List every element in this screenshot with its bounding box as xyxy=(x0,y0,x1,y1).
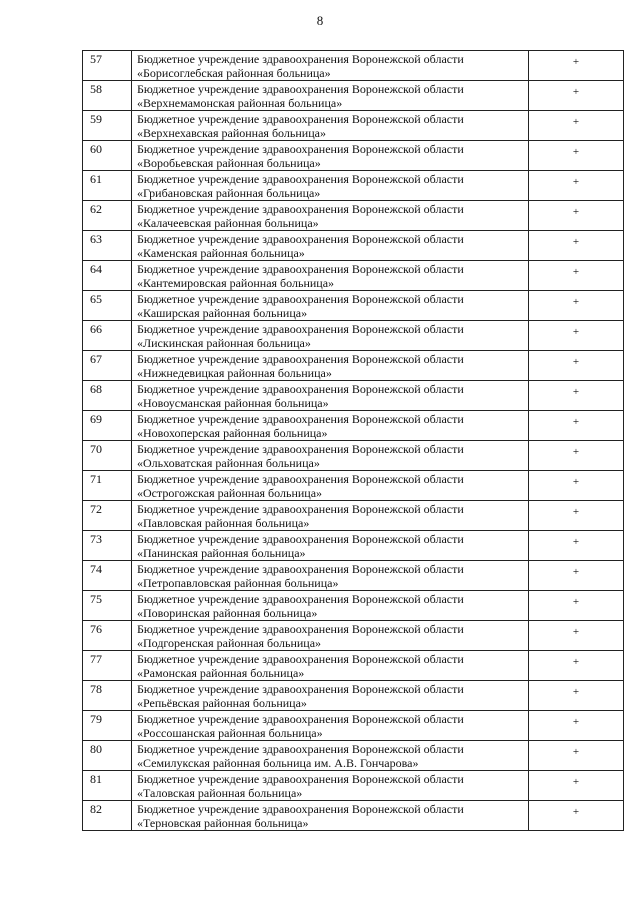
row-number: 60 xyxy=(83,141,132,171)
institution-name xyxy=(132,81,529,111)
mark-cell: + xyxy=(529,51,624,81)
institution-type: Бюджетное учреждение здравоохранения Воронежской области xyxy=(137,52,464,66)
table-row xyxy=(83,81,624,111)
hospital-name: «Таловская районная больница» xyxy=(137,786,303,800)
table-row xyxy=(83,681,624,711)
mark-cell: + xyxy=(529,351,624,381)
institution-type: Бюджетное учреждение здравоохранения Воронежской области xyxy=(137,592,464,606)
table-row xyxy=(83,651,624,681)
table-row xyxy=(83,141,624,171)
institution-name xyxy=(132,531,529,561)
institution-type: Бюджетное учреждение здравоохранения Воронежской области xyxy=(137,442,464,456)
mark-cell: + xyxy=(529,531,624,561)
hospital-name: «Верхнемамонская районная больница» xyxy=(137,96,343,110)
institution-name xyxy=(132,51,529,81)
row-number: 65 xyxy=(83,291,132,321)
hospital-name: «Терновская районная больница» xyxy=(137,816,309,830)
hospital-name: «Семилукская районная больница им. А.В. Гончарова» xyxy=(137,756,419,770)
mark-cell: + xyxy=(529,201,624,231)
table-row xyxy=(83,351,624,381)
hospital-name: «Грибановская районная больница» xyxy=(137,186,321,200)
table-row xyxy=(83,591,624,621)
hospital-name: «Каменская районная больница» xyxy=(137,246,305,260)
institution-name xyxy=(132,651,529,681)
mark-cell: + xyxy=(529,801,624,831)
table-row xyxy=(83,441,624,471)
table-row xyxy=(83,231,624,261)
institution-name xyxy=(132,711,529,741)
hospital-name: «Павловская районная больница» xyxy=(137,516,310,530)
hospital-name: «Новохоперская районная больница» xyxy=(137,426,328,440)
row-number: 80 xyxy=(83,741,132,771)
institution-name xyxy=(132,681,529,711)
row-number: 70 xyxy=(83,441,132,471)
institution-type: Бюджетное учреждение здравоохранения Воронежской области xyxy=(137,772,464,786)
row-number: 77 xyxy=(83,651,132,681)
institution-type: Бюджетное учреждение здравоохранения Воронежской области xyxy=(137,262,464,276)
mark-cell: + xyxy=(529,621,624,651)
row-number: 63 xyxy=(83,231,132,261)
table-row xyxy=(83,261,624,291)
hospital-name: «Нижнедевицкая районная больница» xyxy=(137,366,332,380)
institution-type: Бюджетное учреждение здравоохранения Воронежской области xyxy=(137,412,464,426)
hospital-name: «Ольховатская районная больница» xyxy=(137,456,320,470)
mark-cell: + xyxy=(529,591,624,621)
hospital-name: «Поворинская районная больница» xyxy=(137,606,318,620)
hospital-name: «Каширская районная больница» xyxy=(137,306,308,320)
institution-type: Бюджетное учреждение здравоохранения Воронежской области xyxy=(137,712,464,726)
hospital-name: «Новоусманская районная больница» xyxy=(137,396,329,410)
institution-type: Бюджетное учреждение здравоохранения Воронежской области xyxy=(137,292,464,306)
table-body xyxy=(83,51,624,831)
institution-name xyxy=(132,801,529,831)
table-row xyxy=(83,171,624,201)
table-row xyxy=(83,111,624,141)
table-row xyxy=(83,201,624,231)
hospital-name: «Воробьевская районная больница» xyxy=(137,156,321,170)
hospital-name: «Лискинская районная больница» xyxy=(137,336,311,350)
mark-cell: + xyxy=(529,141,624,171)
institution-type: Бюджетное учреждение здравоохранения Воронежской области xyxy=(137,382,464,396)
row-number: 59 xyxy=(83,111,132,141)
mark-cell: + xyxy=(529,321,624,351)
institution-type: Бюджетное учреждение здравоохранения Воронежской области xyxy=(137,232,464,246)
mark-cell: + xyxy=(529,441,624,471)
institution-type: Бюджетное учреждение здравоохранения Воронежской области xyxy=(137,82,464,96)
institution-name xyxy=(132,471,529,501)
row-number: 71 xyxy=(83,471,132,501)
row-number: 81 xyxy=(83,771,132,801)
row-number: 78 xyxy=(83,681,132,711)
row-number: 62 xyxy=(83,201,132,231)
mark-cell: + xyxy=(529,771,624,801)
institution-name xyxy=(132,201,529,231)
institution-type: Бюджетное учреждение здравоохранения Воронежской области xyxy=(137,112,464,126)
table-row xyxy=(83,531,624,561)
mark-cell: + xyxy=(529,261,624,291)
row-number: 61 xyxy=(83,171,132,201)
institution-type: Бюджетное учреждение здравоохранения Воронежской области xyxy=(137,502,464,516)
institution-type: Бюджетное учреждение здравоохранения Воронежской области xyxy=(137,742,464,756)
institution-name xyxy=(132,561,529,591)
row-number: 68 xyxy=(83,381,132,411)
row-number: 75 xyxy=(83,591,132,621)
hospital-name: «Калачеевская районная больница» xyxy=(137,216,319,230)
mark-cell: + xyxy=(529,111,624,141)
institution-name xyxy=(132,381,529,411)
institution-name xyxy=(132,591,529,621)
mark-cell: + xyxy=(529,381,624,411)
institution-name xyxy=(132,261,529,291)
row-number: 64 xyxy=(83,261,132,291)
institution-type: Бюджетное учреждение здравоохранения Воронежской области xyxy=(137,562,464,576)
institution-type: Бюджетное учреждение здравоохранения Воронежской области xyxy=(137,322,464,336)
institution-type: Бюджетное учреждение здравоохранения Воронежской области xyxy=(137,622,464,636)
table-row xyxy=(83,561,624,591)
hospital-name: «Кантемировская районная больница» xyxy=(137,276,335,290)
table-row xyxy=(83,411,624,441)
mark-cell: + xyxy=(529,471,624,501)
institution-type: Бюджетное учреждение здравоохранения Воронежской области xyxy=(137,682,464,696)
mark-cell: + xyxy=(529,171,624,201)
page-number: 8 xyxy=(316,13,324,28)
mark-cell: + xyxy=(529,741,624,771)
institution-name xyxy=(132,171,529,201)
institution-type: Бюджетное учреждение здравоохранения Воронежской области xyxy=(137,652,464,666)
institution-name xyxy=(132,741,529,771)
hospital-name: «Панинская районная больница» xyxy=(137,546,306,560)
institution-name xyxy=(132,771,529,801)
mark-cell: + xyxy=(529,501,624,531)
institution-name xyxy=(132,411,529,441)
institution-type: Бюджетное учреждение здравоохранения Воронежской области xyxy=(137,352,464,366)
row-number: 66 xyxy=(83,321,132,351)
row-number: 57 xyxy=(83,51,132,81)
row-number: 82 xyxy=(83,801,132,831)
institution-type: Бюджетное учреждение здравоохранения Воронежской области xyxy=(137,532,464,546)
institution-type: Бюджетное учреждение здравоохранения Воронежской области xyxy=(137,472,464,486)
institution-name xyxy=(132,231,529,261)
institution-name xyxy=(132,111,529,141)
mark-cell: + xyxy=(529,291,624,321)
row-number: 76 xyxy=(83,621,132,651)
row-number: 58 xyxy=(83,81,132,111)
institution-name xyxy=(132,501,529,531)
table-row xyxy=(83,801,624,831)
institution-type: Бюджетное учреждение здравоохранения Воронежской области xyxy=(137,172,464,186)
table-row xyxy=(83,501,624,531)
hospital-name: «Рамонская районная больница» xyxy=(137,666,305,680)
table-row xyxy=(83,321,624,351)
row-number: 74 xyxy=(83,561,132,591)
table-row xyxy=(83,471,624,501)
row-number: 67 xyxy=(83,351,132,381)
mark-cell: + xyxy=(529,81,624,111)
table-row xyxy=(83,381,624,411)
hospital-name: «Петропавловская районная больница» xyxy=(137,576,339,590)
institution-name xyxy=(132,351,529,381)
mark-cell: + xyxy=(529,561,624,591)
institution-type: Бюджетное учреждение здравоохранения Воронежской области xyxy=(137,202,464,216)
row-number: 72 xyxy=(83,501,132,531)
institution-name xyxy=(132,291,529,321)
table-row xyxy=(83,771,624,801)
mark-cell: + xyxy=(529,711,624,741)
hospital-name: «Подгоренская районная больница» xyxy=(137,636,322,650)
table-row xyxy=(83,291,624,321)
institution-name xyxy=(132,621,529,651)
row-number: 79 xyxy=(83,711,132,741)
hospital-name: «Острогожская районная больница» xyxy=(137,486,323,500)
hospital-name: «Борисоглебская районная больница» xyxy=(137,66,331,80)
row-number: 73 xyxy=(83,531,132,561)
mark-cell: + xyxy=(529,651,624,681)
institution-name xyxy=(132,321,529,351)
institution-type: Бюджетное учреждение здравоохранения Воронежской области xyxy=(137,802,464,816)
row-number: 69 xyxy=(83,411,132,441)
hospital-name: «Верхнехавская районная больница» xyxy=(137,126,326,140)
mark-cell: + xyxy=(529,231,624,261)
table-row xyxy=(83,741,624,771)
table-row xyxy=(83,51,624,81)
institution-name xyxy=(132,141,529,171)
mark-cell: + xyxy=(529,411,624,441)
institution-type: Бюджетное учреждение здравоохранения Воронежской области xyxy=(137,142,464,156)
table-row xyxy=(83,621,624,651)
institution-name xyxy=(132,441,529,471)
hospital-table xyxy=(82,50,624,831)
table-row xyxy=(83,711,624,741)
hospital-name: «Россошанская районная больница» xyxy=(137,726,323,740)
mark-cell: + xyxy=(529,681,624,711)
hospital-name: «Репьёвская районная больница» xyxy=(137,696,307,710)
